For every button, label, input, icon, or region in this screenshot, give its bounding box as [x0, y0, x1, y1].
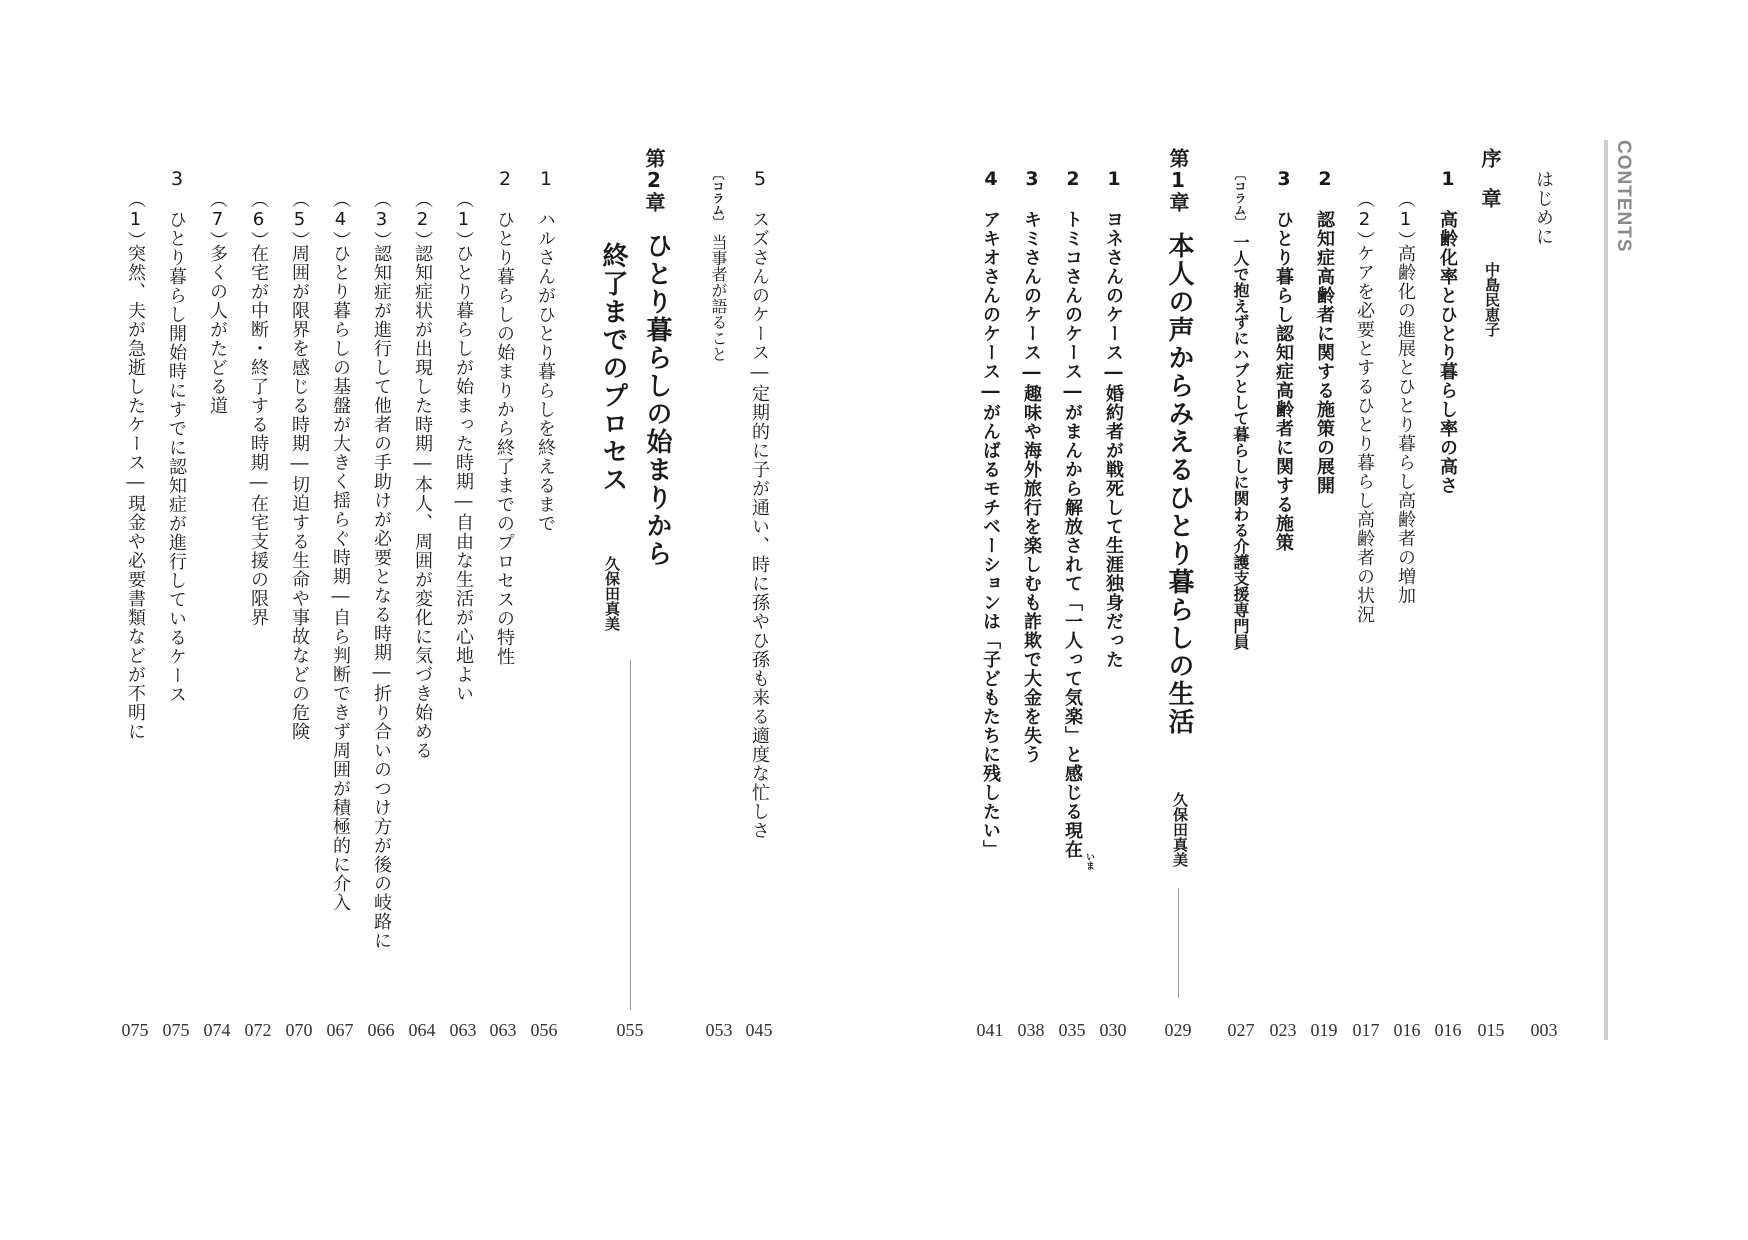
intro-title[interactable]: はじめに	[1533, 170, 1554, 246]
toc-entry[interactable]: ひとり暮らし認知症高齢者に関する施策	[1273, 210, 1294, 552]
item-number: 3	[1273, 168, 1295, 191]
toc-entry[interactable]: 突然、夫が急逝したケース―現金や必要書類などが不明に	[125, 244, 146, 741]
toc-entry[interactable]: ハルさんがひとり暮らしを終えるまで	[535, 210, 556, 533]
column-label: 〔コラム〕	[1233, 168, 1247, 228]
toc-entry[interactable]: 高齢化率とひとり暮らし率の高さ	[1437, 210, 1458, 495]
item-number: 2	[1062, 168, 1084, 191]
item-number: 1	[535, 168, 557, 191]
toc-entry[interactable]: ケアを必要とするひとり暮らし高齢者の状況	[1354, 244, 1375, 624]
chapter2-title-line1[interactable]: ひとり暮らしの始まりから	[642, 232, 672, 568]
author-rule	[1178, 888, 1179, 998]
page-number: 055	[616, 1020, 644, 1040]
page-number: 029	[1164, 1020, 1192, 1040]
chapter2-title-line2[interactable]: 終了までのプロセス	[598, 242, 628, 494]
item-number: （1）	[125, 190, 146, 250]
page-number: 053	[705, 1020, 733, 1040]
page-number: 067	[326, 1020, 354, 1040]
item-number: 1	[1103, 168, 1125, 191]
page-number: 003	[1530, 1020, 1558, 1040]
toc-entry[interactable]: 認知症高齢者に関する施策の展開	[1314, 210, 1335, 495]
item-number: （6）	[248, 190, 269, 250]
item-number: 4	[980, 168, 1002, 191]
page-number: 064	[408, 1020, 436, 1040]
toc-entry[interactable]: ひとり暮らし開始時にすでに認知症が進行しているケース	[166, 210, 187, 704]
chapter2-label: 第2章	[642, 148, 666, 212]
item-number: 2	[1314, 168, 1336, 191]
item-number: （4）	[330, 190, 351, 250]
item-number: （1）	[453, 190, 474, 250]
item-number: 5	[749, 168, 771, 191]
toc-entry[interactable]: ひとり暮らしが始まった時期―自由な生活が心地よい	[453, 244, 474, 703]
item-number: （1）	[1395, 190, 1416, 250]
page-number: 038	[1017, 1020, 1045, 1040]
item-number: 3	[1021, 168, 1043, 191]
toc-entry[interactable]: スズさんのケース―定期的に子が通い、時に孫やひ孫も来る適度な忙しさ	[749, 210, 770, 840]
chapter2-author: 久保田真美	[603, 556, 621, 631]
page-number: 016	[1393, 1020, 1421, 1040]
page-number: 035	[1058, 1020, 1086, 1040]
item-number: （2）	[1354, 190, 1375, 250]
toc-entry[interactable]: ヨネさんのケース―婚約者が戦死して生涯独身だった	[1103, 210, 1124, 669]
chapter1-label: 第1章	[1166, 148, 1190, 212]
column-entry[interactable]: 当事者が語ること	[709, 234, 728, 362]
page-number: 016	[1434, 1020, 1462, 1040]
column-entry[interactable]: 一人で抱えずにハブとして暮らしに関わる介護支援専門員	[1231, 234, 1250, 650]
page-number: 045	[745, 1020, 773, 1040]
toc-entry[interactable]: 在宅が中断・終了する時期―在宅支援の限界	[248, 244, 269, 627]
page-number: 075	[162, 1020, 190, 1040]
item-number: （7）	[207, 190, 228, 250]
page-number: 075	[121, 1020, 149, 1040]
item-number: （5）	[289, 190, 310, 250]
page-number: 066	[367, 1020, 395, 1040]
toc-entry[interactable]: 多くの人がたどる道	[207, 244, 228, 415]
page-number: 017	[1352, 1020, 1380, 1040]
toc-entry[interactable]: 認知症状が出現した時期―本人、周囲が変化に気づき始める	[412, 244, 433, 760]
toc-entry[interactable]: キミさんのケース―趣味や海外旅行を楽しむも詐欺で大金を失う	[1021, 210, 1042, 764]
page-number: 072	[244, 1020, 272, 1040]
item-number: （2）	[412, 190, 433, 250]
page-number: 056	[530, 1020, 558, 1040]
item-number: 2	[494, 168, 516, 191]
page-number: 023	[1269, 1020, 1297, 1040]
page-number: 070	[285, 1020, 313, 1040]
prologue-label: 序 章	[1478, 148, 1502, 208]
toc-entry[interactable]: アキオさんのケース―がんばるモチベーションは「子どもたちに残したい」	[980, 210, 1001, 859]
toc-entry[interactable]: 認知症が進行して他者の手助けが必要となる時期―折り合いのつけ方が後の岐路に	[371, 244, 392, 950]
page-number: 074	[203, 1020, 231, 1040]
toc-entry[interactable]: ひとり暮らしの始まりから終了までのプロセスの特性	[494, 210, 515, 666]
prologue-author: 中島民恵子	[1483, 262, 1501, 337]
page-number: 041	[976, 1020, 1004, 1040]
page-number: 027	[1227, 1020, 1255, 1040]
sidebar-bar	[1604, 140, 1608, 1040]
item-number: （3）	[371, 190, 392, 250]
page-number: 019	[1310, 1020, 1338, 1040]
toc-entry[interactable]: ひとり暮らしの基盤が大きく揺らぐ時期―自ら判断できず周囲が積極的に介入	[330, 244, 351, 912]
page-number: 015	[1477, 1020, 1505, 1040]
contents-heading: CONTENTS	[1613, 140, 1634, 253]
page-number: 063	[489, 1020, 517, 1040]
toc-entry[interactable]: トミコさんのケース―がまんから解放されて「一人って気楽」と感じる現在	[1062, 210, 1083, 859]
item-number: 3	[166, 168, 188, 191]
page-number: 030	[1099, 1020, 1127, 1040]
ruby-reading: いま	[1084, 852, 1094, 870]
chapter1-author: 久保田真美	[1171, 792, 1189, 867]
toc-entry[interactable]: 周囲が限界を感じる時期―切迫する生命や事故などの危険	[289, 244, 310, 741]
page-number: 063	[449, 1020, 477, 1040]
chapter1-title[interactable]: 本人の声からみえるひとり暮らしの生活	[1164, 232, 1194, 736]
item-number: 1	[1437, 168, 1459, 191]
author-rule	[630, 660, 631, 1010]
toc-entry[interactable]: 高齢化の進展とひとり暮らし高齢者の増加	[1395, 244, 1416, 605]
column-label: 〔コラム〕	[711, 168, 725, 228]
